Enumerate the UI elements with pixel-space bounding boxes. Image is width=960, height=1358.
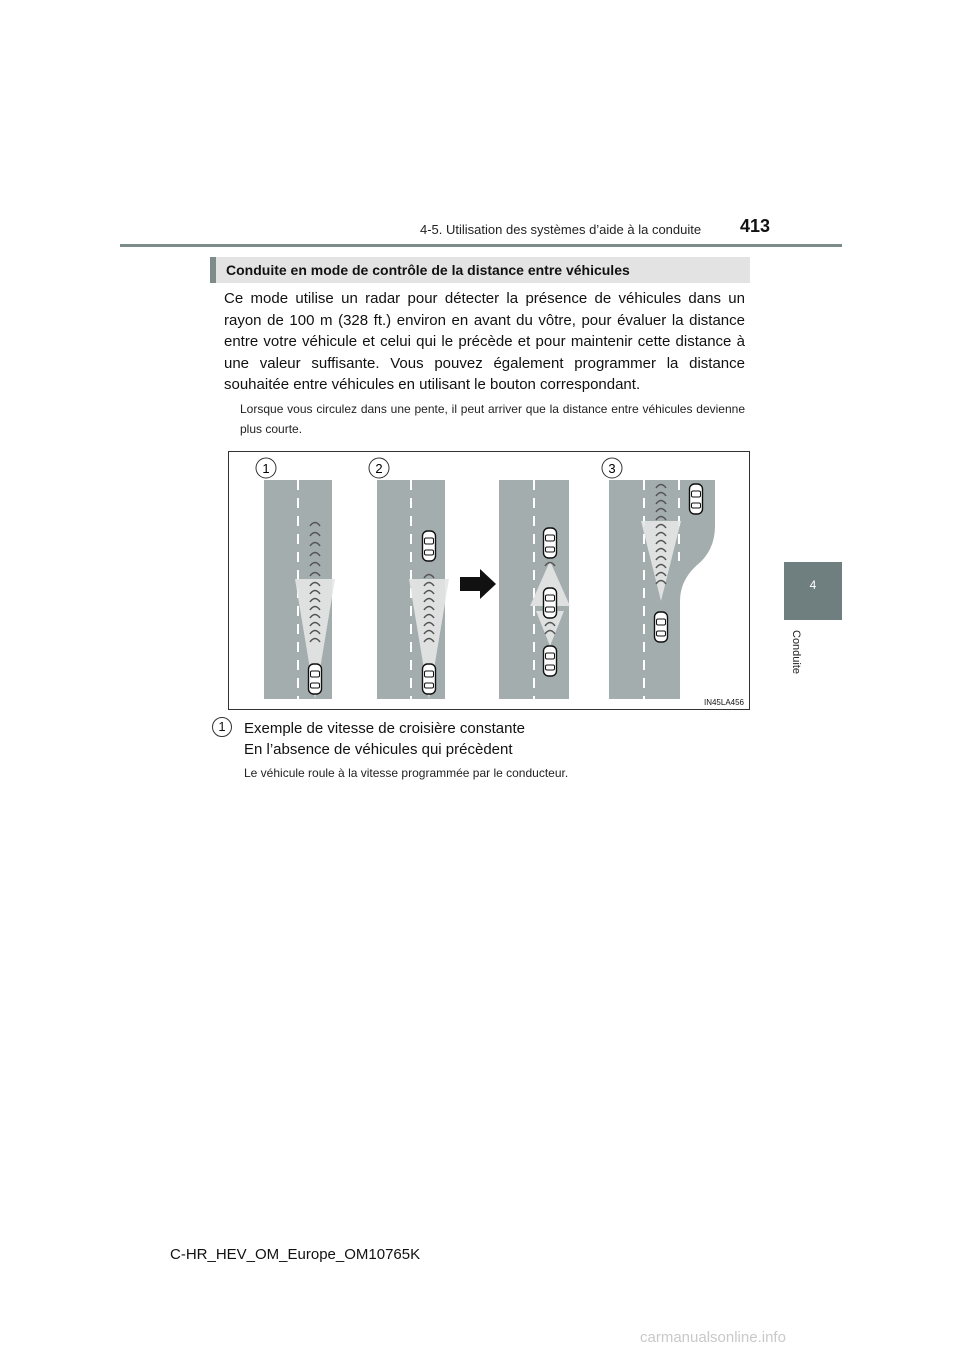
section-heading-bar [210, 257, 750, 283]
own-car-2b [544, 646, 557, 676]
item-number: 1 [212, 717, 232, 737]
middle-car-2b [544, 588, 557, 618]
changed-lane-car-3 [690, 484, 703, 514]
item-title: Exemple de vitesse de croisière constante [244, 720, 525, 737]
watermark: carmanualsonline.info [640, 1329, 786, 1346]
chapter-tab-number: 4 [809, 578, 817, 592]
chapter-tab-label: Conduite [790, 630, 802, 675]
section-heading-accent [210, 257, 216, 283]
own-car-2 [423, 664, 436, 694]
road-2 [369, 458, 449, 699]
item-note: Le véhicule roule à la vitesse programmée par le conducteur. [244, 766, 569, 780]
footer-document-id: C-HR_HEV_OM_Europe_OM10765K [170, 1246, 421, 1263]
own-car-1 [309, 664, 322, 694]
preceding-car-2 [423, 531, 436, 561]
figure-illustration [228, 451, 750, 710]
item-subtitle: En l’absence de véhicules qui précèdent [244, 741, 513, 758]
own-car-3 [655, 612, 668, 642]
figure-code: IN45LA456 [703, 698, 744, 707]
road-1 [256, 458, 335, 699]
callout-1: 1 [262, 461, 270, 476]
section-heading: Conduite en mode de contrôle de la distance entre véhicules [226, 262, 630, 278]
section-note: Lorsque vous circulez dans une pente, il peut arriver que la distance entre véhicules devienne plus courte. [240, 402, 745, 436]
callout-2: 2 [375, 461, 383, 476]
header-section-title: 4-5. Utilisation des systèmes d’aide à la conduite [420, 222, 702, 237]
callout-3: 3 [608, 461, 616, 476]
page-number: 413 [740, 216, 771, 236]
header-divider [120, 244, 842, 247]
preceding-car-2b [544, 528, 557, 558]
road-2b [499, 480, 570, 699]
section-body-text: Ce mode utilise un radar pour détecter la présence de véhicules dans un rayon de 100 m (328 ft.) environ en avant du vôtre, pour évaluer la distance entre votre véhicule et celui qui le précède et pour maintenir cette distance à une valeur suffisante. Vous pouvez également programmer la distance souhaitée entre véhicules en utilisant le bouton correspondant. [224, 290, 745, 393]
chapter-tab-label-wrap [786, 630, 806, 690]
